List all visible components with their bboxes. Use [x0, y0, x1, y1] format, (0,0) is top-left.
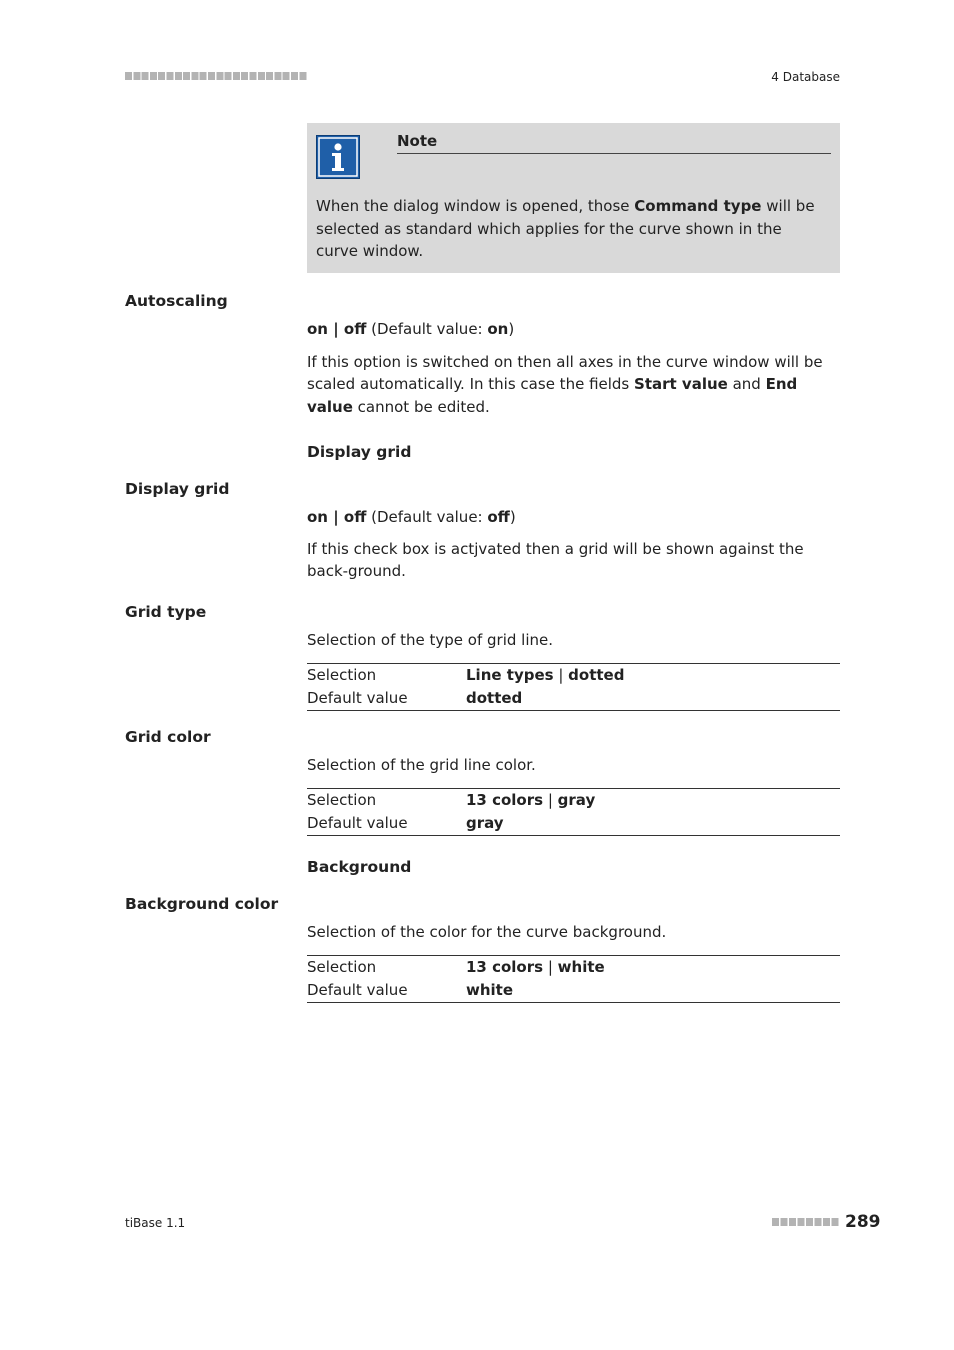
info-icon [316, 135, 360, 179]
grid-type-description: Selection of the type of grid line. [307, 631, 553, 649]
grid-type-label: Grid type [125, 603, 207, 621]
page-number: 289 [845, 1212, 881, 1232]
note-title: Note [397, 132, 831, 154]
display-grid-section-title: Display grid [307, 443, 412, 461]
grid-color-table [307, 788, 840, 836]
display-grid-description: If this check box is actjvated then a grid will be shown against the back-ground. [307, 540, 804, 581]
note-command-type: Command type [634, 197, 762, 215]
header-decoration [125, 72, 307, 80]
grid-color-label: Grid color [125, 728, 211, 746]
background-color-table [307, 955, 840, 1003]
display-grid-label: Display grid [125, 480, 230, 498]
display-grid-options: on | off (Default value: off) [307, 508, 516, 526]
table-row: Default value white [307, 981, 514, 999]
autoscaling-options: on | off (Default value: on) [307, 320, 515, 338]
note-box [307, 123, 840, 273]
autoscaling-description: If this option is switched on then all axes in the curve window will be scaled automatically. In this case the fields Start value and End value cannot be edited. [307, 353, 823, 416]
autoscaling-label: Autoscaling [125, 292, 228, 310]
background-section-title: Background [307, 858, 412, 876]
table-row: Default value gray [307, 814, 504, 832]
footer-decoration [772, 1218, 840, 1226]
table-row: Selection Line types | dotted [307, 666, 625, 684]
footer-product: tiBase 1.1 [125, 1216, 186, 1230]
background-color-description: Selection of the color for the curve background. [307, 923, 667, 941]
table-row: Selection 13 colors | gray [307, 791, 596, 809]
note-text: When the dialog window is opened, those Command type will be selected as standard which applies for the curve shown in the curve window. [316, 197, 815, 260]
grid-type-table [307, 663, 840, 711]
table-row: Default value dotted [307, 689, 523, 707]
table-row: Selection 13 colors | white [307, 958, 605, 976]
background-color-label: Background color [125, 895, 279, 913]
header-section: 4 Database [771, 70, 840, 84]
grid-color-description: Selection of the grid line color. [307, 756, 536, 774]
